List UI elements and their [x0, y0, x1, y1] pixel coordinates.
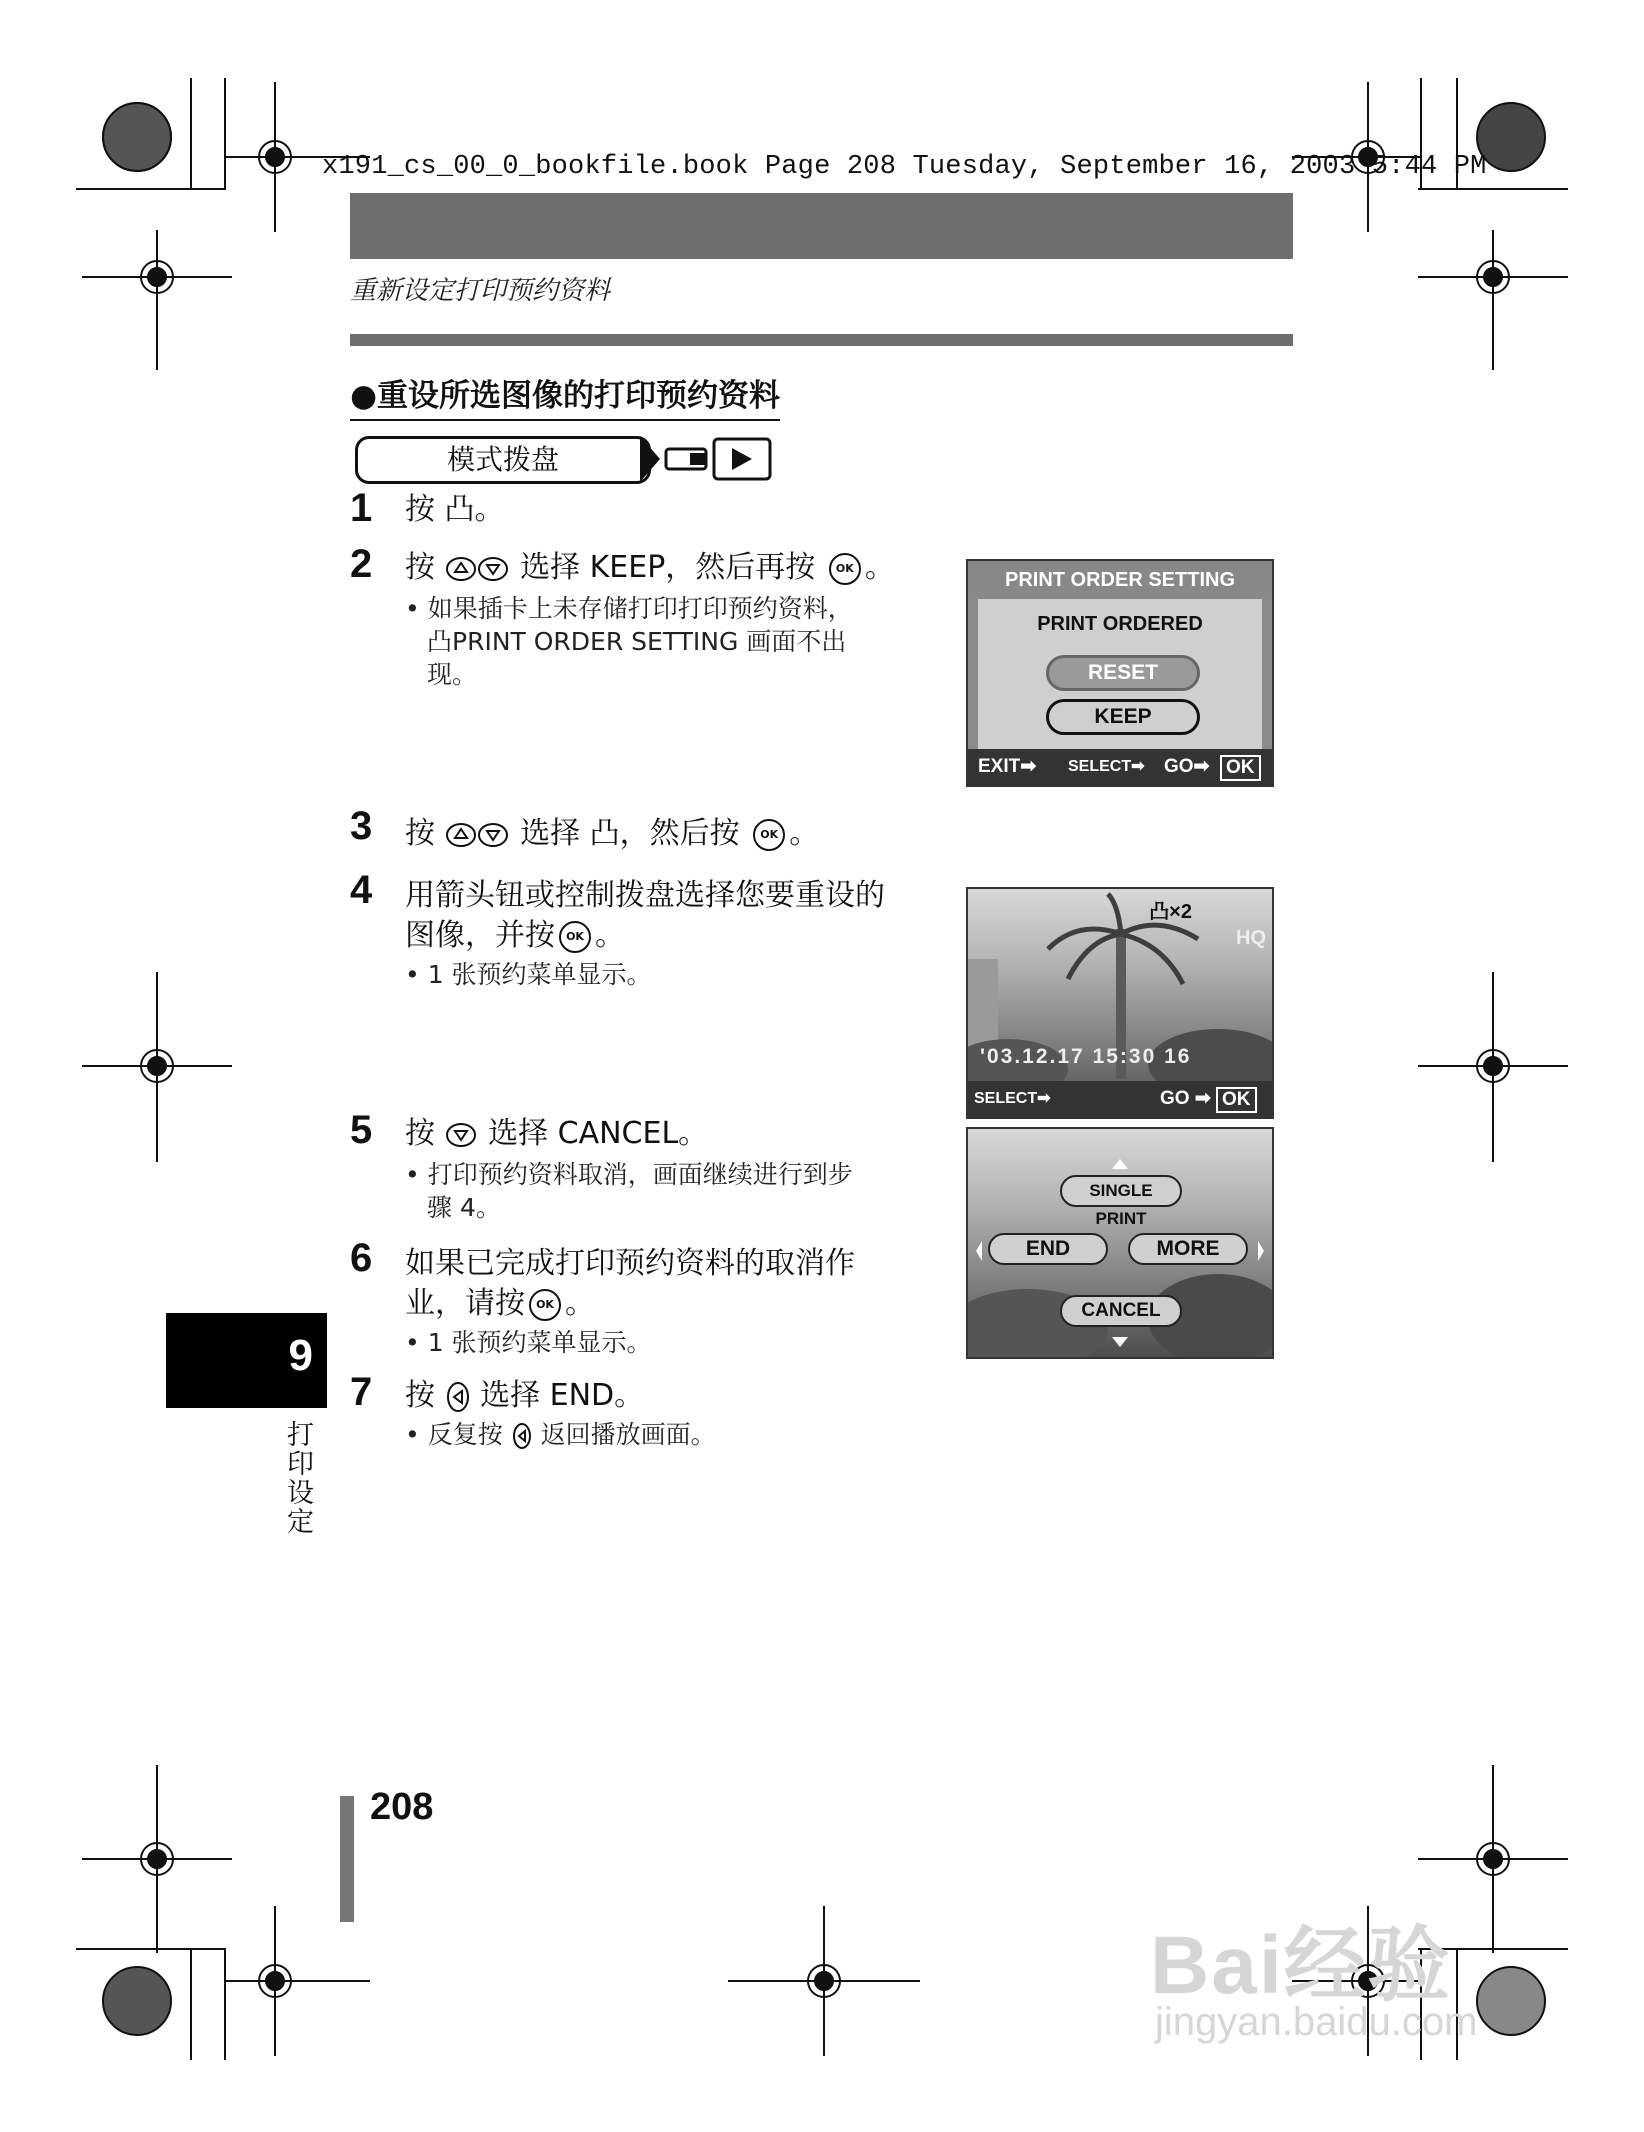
step-2-text-c: 。	[864, 550, 895, 585]
step-2-text-a: 按	[405, 550, 435, 585]
step-5-note-1: 打印预约资料取消，画面继续进行到步	[427, 1160, 853, 1189]
watermark-brand: Bai经验	[1150, 1920, 1452, 2011]
section-title: ●重设所选图像的打印预约资料	[350, 370, 780, 421]
step-5-note-2: 骤 4。	[427, 1193, 501, 1222]
screen-panel	[978, 599, 1262, 759]
ok-box: OK	[1220, 755, 1261, 781]
step-2-note-3: 现。	[427, 660, 478, 689]
step-3-text-b: 选择 凸，然后按	[520, 816, 740, 851]
quality-label: HQ	[1236, 927, 1266, 949]
book-file-line: x191_cs_00_0_bookfile.book Page 208 Tuesday, September 16, 2003 5:44 PM	[322, 152, 1487, 182]
step-4-note-1: 1 张预约菜单显示。	[427, 960, 652, 989]
select-hint: SELECT➡	[974, 1090, 1051, 1107]
page-subtitle: 重新设定打印预约资料	[350, 276, 611, 306]
up-down-buttons-icon	[445, 555, 511, 583]
screen-bottom-bar	[968, 749, 1272, 785]
step-4-line-2	[405, 916, 625, 956]
print-ordered-status: PRINT ORDERED	[1037, 613, 1203, 635]
step-3-text-a: 按	[405, 816, 435, 851]
step-6-note-1: 1 张预约菜单显示。	[427, 1328, 652, 1357]
ok-box: OK	[1216, 1087, 1257, 1113]
up-down-buttons-icon	[445, 821, 511, 849]
step-2-text-b: 选择 KEEP，然后再按	[520, 550, 816, 585]
step-4-note: • 1 张预约菜单显示。	[405, 960, 652, 989]
ok-button-icon: OK	[559, 921, 591, 953]
cancel-option[interactable]: CANCEL	[1060, 1295, 1182, 1327]
playback-mode-icon	[640, 434, 780, 484]
ok-button-icon: OK	[829, 553, 861, 585]
end-option[interactable]: END	[988, 1233, 1108, 1265]
select-hint: SELECT➡	[1068, 758, 1145, 775]
step-5-text	[405, 1114, 708, 1154]
step-7-text-b: 选择 END。	[480, 1378, 645, 1413]
header-rule	[350, 334, 1293, 346]
step-7-note-1: 反复按	[427, 1420, 503, 1449]
chapter-number: 9	[288, 1331, 313, 1380]
step-3-number: 3	[350, 804, 373, 848]
print-order-setting-screen	[966, 559, 1274, 787]
screen-title: PRINT ORDER SETTING	[968, 561, 1272, 599]
go-hint: GO ➡	[1160, 1088, 1211, 1109]
step-7-note-2: 返回播放画面。	[540, 1420, 716, 1449]
step-2-number: 2	[350, 542, 373, 586]
chapter-tab	[166, 1313, 327, 1408]
single-print-menu-screen	[966, 1127, 1274, 1359]
print-count: 凸×2	[1149, 901, 1192, 923]
left-button-icon	[511, 1422, 533, 1450]
step-5-text-b: 选择 CANCEL。	[488, 1116, 709, 1151]
step-2-text	[405, 548, 895, 588]
step-2-note-2: 凸PRINT ORDER SETTING 画面不出	[427, 627, 847, 656]
step-2-note: • 如果插卡上未存储打印打印预约资料， 凸PRINT ORDER SETTING 画面不出 现。	[405, 594, 853, 689]
step-1-number: 1	[350, 486, 373, 530]
ok-button-icon: OK	[753, 819, 785, 851]
chapter-label: 打印设定	[282, 1420, 313, 1536]
step-4-line-2b: 。	[595, 918, 625, 953]
step-3-text	[405, 814, 819, 854]
step-2-note-1: 如果插卡上未存储打印打印预约资料，	[427, 594, 853, 623]
watermark-url: jingyan.baidu.com	[1155, 2000, 1478, 2044]
step-6-line-2a: 业，请按	[405, 1286, 525, 1321]
keep-option[interactable]: KEEP	[1046, 699, 1200, 735]
step-7-text-a: 按	[405, 1378, 435, 1413]
step-5-number: 5	[350, 1108, 373, 1152]
step-6-note: • 1 张预约菜单显示。	[405, 1328, 652, 1357]
ok-button-icon: OK	[529, 1289, 561, 1321]
timestamp: '03.12.17 15:30 16	[980, 1045, 1192, 1068]
reset-option[interactable]: RESET	[1046, 655, 1200, 691]
step-7-number: 7	[350, 1370, 373, 1414]
playback-screen	[966, 887, 1274, 1119]
step-4-line-1: 用箭头钮或控制拨盘选择您要重设的	[405, 878, 885, 913]
step-6-line-1: 如果已完成打印预约资料的取消作	[405, 1246, 855, 1281]
step-5-note: • 打印预约资料取消，画面继续进行到步 骤 4。	[405, 1160, 853, 1222]
down-button-icon	[445, 1121, 479, 1149]
exit-hint: EXIT➡	[978, 756, 1037, 777]
go-hint: GO➡	[1164, 756, 1210, 777]
left-button-icon	[445, 1381, 471, 1413]
step-5-text-a: 按	[405, 1116, 435, 1151]
step-6-number: 6	[350, 1236, 373, 1280]
step-4-line-2a: 图像，并按	[405, 918, 555, 953]
mode-dial-label: 模式拨盘	[355, 436, 651, 484]
page-number: 208	[370, 1786, 434, 1828]
step-4-number: 4	[350, 868, 373, 912]
more-option[interactable]: MORE	[1128, 1233, 1248, 1265]
single-print-option[interactable]: SINGLE PRINT	[1060, 1175, 1182, 1207]
step-6-line-2b: 。	[565, 1286, 595, 1321]
step-3-text-c: 。	[789, 816, 820, 851]
page-number-bar	[340, 1796, 354, 1922]
screen-bottom-bar	[968, 1081, 1272, 1117]
step-7-text	[405, 1376, 644, 1416]
step-7-note: • 反复按 返回播放画面。	[405, 1420, 716, 1449]
step-1-text: 按 凸。	[405, 492, 505, 527]
step-6-line-2	[405, 1284, 595, 1324]
header-bar	[350, 193, 1293, 259]
